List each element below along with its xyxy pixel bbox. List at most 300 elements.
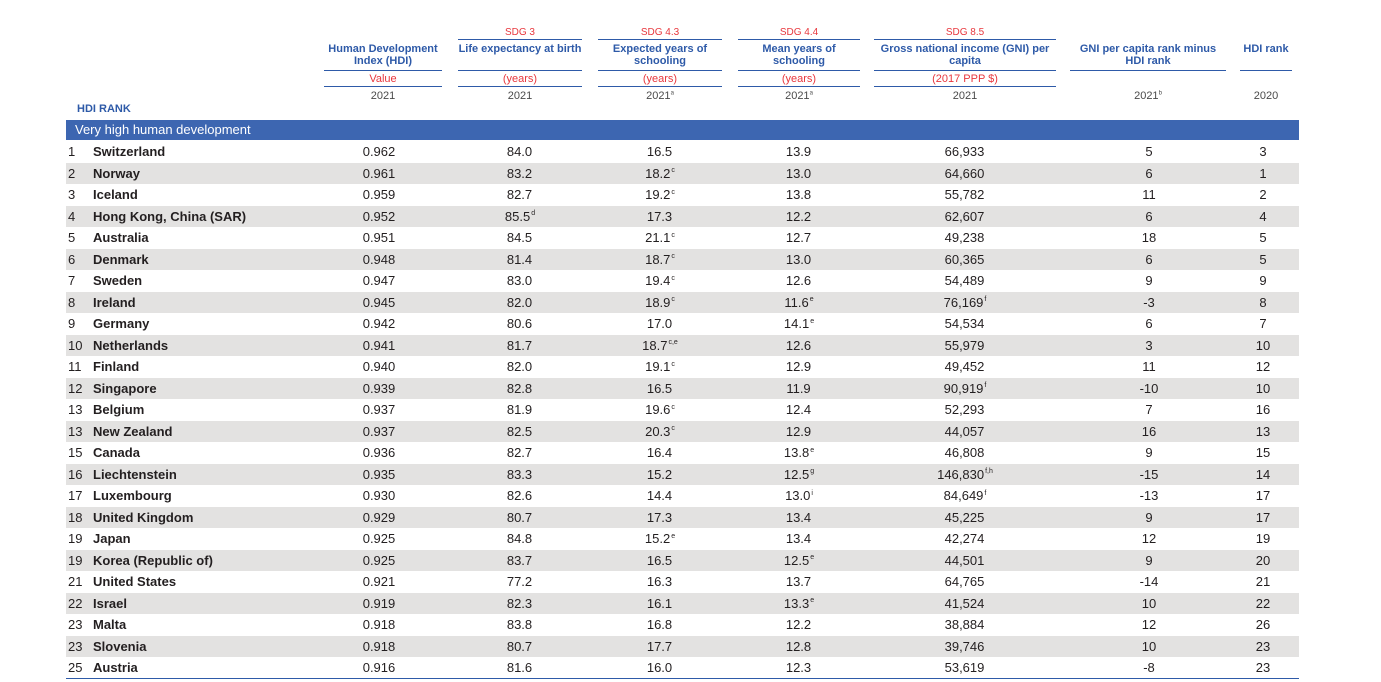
mean-cell: 14.1e (783, 316, 815, 331)
gni-cell: 60,365 (944, 251, 985, 267)
hdi-rank-cell: 4 (68, 208, 76, 224)
mean-cell: 13.9 (785, 144, 812, 159)
gni-cell: 90,919$^f$ (943, 380, 987, 396)
rank2020-cell: 8 (1259, 294, 1267, 310)
footnote-marker: f,h (985, 468, 993, 476)
expected-cell: 19.4$^c$ (645, 273, 675, 288)
mean-cell: 13.0$^i$ (785, 488, 813, 503)
expected-cell: 16.8 (646, 617, 673, 632)
mean-cell: 12.8 (785, 638, 812, 654)
mean-cell: 12.6 (785, 273, 812, 288)
hdi-cell: 0.961 (362, 165, 396, 181)
table-row (66, 378, 1299, 400)
gni-cell: 42,274 (944, 531, 985, 546)
hdi-cell: 0.959 (362, 187, 396, 202)
expected-cell: 17.3 (646, 509, 673, 525)
life-cell: 82.7 (506, 187, 533, 202)
footnote-marker: e (671, 532, 676, 540)
gni-minus-cell: -10 (1139, 380, 1159, 396)
rank2020-cell: 9 (1259, 273, 1267, 288)
gni-cell: 54,534 (944, 316, 985, 331)
expected-cell: 15.2 (646, 466, 673, 482)
expected-cell: 18.7$^{c,e}$ (642, 337, 678, 353)
expected-cell: 14.4 (646, 488, 673, 503)
hdi-rank-cell: 25 (68, 660, 83, 675)
gni-cell: 55,979 (944, 337, 985, 353)
expected-cell: 18.2$^c$ (645, 165, 675, 181)
footnote-marker: c (671, 274, 675, 282)
hdi-cell: 0.939 (362, 380, 396, 396)
column-title: HDI rank (1243, 43, 1289, 55)
gni-cell: 41,524 (944, 595, 985, 611)
column-unit: (2017 PPP $) (932, 73, 998, 85)
gni-minus-cell: -3 (1143, 294, 1155, 310)
table-row (66, 313, 1299, 335)
mean-cell: 11.6e (784, 294, 814, 310)
country-name: Austria (93, 660, 138, 675)
hdi-rank-cell: 19 (68, 552, 83, 568)
expected-cell: 20.3$^c$ (645, 423, 675, 439)
hdi-cell: 0.940 (362, 359, 396, 374)
life-cell: 83.8 (506, 617, 533, 632)
gni-cell: 84,649$^f$ (943, 488, 987, 503)
life-cell: 81.9 (506, 402, 533, 417)
hdi-cell: 0.937 (362, 423, 396, 439)
life-cell: 84.8 (506, 531, 533, 546)
hdi-cell: 0.925 (362, 531, 396, 546)
footnote-marker: e (810, 446, 815, 454)
hdi-cell: 0.935 (362, 466, 396, 482)
mean-cell: 12.9 (785, 423, 812, 439)
gni-minus-cell: 6 (1145, 251, 1153, 267)
header-hdi-rank-2020 (1240, 27, 1292, 102)
column-unit: (years) (642, 73, 678, 85)
rank2020-cell: 22 (1255, 595, 1271, 611)
table-row (66, 184, 1299, 206)
hdi-rank-cell: 12 (68, 380, 83, 396)
column-title: Gross national income (GNI) per capita (880, 43, 1050, 67)
mean-cell: 13.0 (785, 165, 812, 181)
life-cell: 82.6 (506, 488, 533, 503)
mean-cell: 13.4 (785, 531, 812, 546)
hdi-rank-cell: 13 (68, 423, 83, 439)
hdi-rank-cell: 13 (68, 402, 83, 417)
life-cell: 81.4 (506, 251, 533, 267)
gni-minus-cell: 6 (1145, 316, 1153, 331)
hdi-rank-cell: 7 (68, 273, 76, 288)
rank2020-cell: 17 (1255, 509, 1271, 525)
rank2020-cell: 7 (1259, 316, 1267, 331)
gni-minus-cell: 7 (1145, 402, 1153, 417)
expected-cell: 18.7$^c$ (645, 251, 675, 267)
table-row (66, 399, 1299, 421)
hdi-rank-cell: 3 (68, 187, 76, 202)
hdi-rank-cell: 2 (68, 165, 76, 181)
footnote-marker: e (810, 597, 815, 605)
footnote-marker: c (671, 167, 675, 175)
gni-cell: 55,782 (944, 187, 985, 202)
gni-cell: 49,452 (944, 359, 985, 374)
table-row (66, 528, 1299, 550)
expected-cell: 16.5 (646, 552, 673, 568)
table-row (66, 485, 1299, 507)
gni-minus-cell: 16 (1141, 423, 1157, 439)
country-name: Norway (93, 165, 140, 181)
rank2020-cell: 23 (1255, 638, 1271, 654)
life-cell: 80.7 (506, 509, 533, 525)
gni-cell: 76,169$^f$ (943, 294, 987, 310)
expected-cell: 16.4 (646, 445, 673, 460)
mean-cell: 12.5$^g$ (783, 466, 815, 482)
sdg-label: SDG 4.4 (779, 27, 819, 38)
hdi-cell: 0.936 (362, 445, 396, 460)
rank2020-cell: 12 (1255, 359, 1271, 374)
life-cell: 83.7 (506, 552, 533, 568)
hdi-rank-cell: 6 (68, 251, 76, 267)
country-name: Switzerland (93, 144, 166, 159)
life-cell: 85.5$^d$ (504, 208, 536, 224)
table-row (66, 292, 1299, 314)
rank2020-cell: 10 (1255, 337, 1271, 353)
mean-cell: 12.3 (785, 660, 812, 675)
hdi-cell: 0.916 (362, 660, 396, 675)
table-row (66, 507, 1299, 529)
table-row (66, 206, 1299, 228)
country-name: Netherlands (93, 337, 169, 353)
footnote-marker: e (810, 317, 815, 325)
mean-cell: 13.7 (785, 574, 812, 589)
expected-cell: 16.0 (646, 660, 673, 675)
mean-cell: 12.9 (785, 359, 812, 374)
column-year: 2021 (507, 90, 533, 102)
country-name: Japan (93, 531, 131, 546)
header-gni-minus-hdi-rank (1070, 27, 1226, 102)
hdi-cell: 0.962 (362, 144, 396, 159)
rank2020-cell: 16 (1255, 402, 1271, 417)
column-year: 2021$^b$ (1134, 90, 1162, 102)
gni-minus-cell: 9 (1145, 509, 1153, 525)
hdi-cell: 0.937 (362, 402, 396, 417)
table-row (66, 141, 1299, 163)
gni-minus-cell: 6 (1145, 165, 1153, 181)
column-unit: Value (369, 73, 397, 85)
gni-cell: 53,619 (944, 660, 985, 675)
rank2020-cell: 5 (1259, 251, 1267, 267)
country-name: Malta (93, 617, 127, 632)
footnote-marker: c (671, 425, 675, 433)
gni-cell: 64,660 (944, 165, 985, 181)
mean-cell: 13.8e (783, 445, 815, 460)
rank2020-cell: 5 (1259, 230, 1267, 245)
country-name: Hong Kong, China (SAR) (93, 208, 247, 224)
gni-minus-cell: 6 (1145, 208, 1153, 224)
mean-cell: 13.0 (785, 251, 812, 267)
table-row (66, 593, 1299, 615)
rank2020-cell: 15 (1255, 445, 1271, 460)
expected-cell: 16.5 (646, 380, 673, 396)
table-row (66, 335, 1299, 357)
rank2020-cell: 3 (1259, 144, 1267, 159)
hdi-cell: 0.941 (362, 337, 396, 353)
footnote-marker: c (671, 296, 675, 304)
rank2020-cell: 26 (1255, 617, 1271, 632)
table-row (66, 270, 1299, 292)
expected-cell: 18.9$^c$ (645, 294, 675, 310)
gni-cell: 62,607 (944, 208, 985, 224)
rank2020-cell: 13 (1255, 423, 1271, 439)
footnote-marker: d (531, 210, 536, 218)
gni-cell: 66,933 (944, 144, 985, 159)
life-cell: 83.0 (506, 273, 533, 288)
hdi-rank-cell: 11 (68, 359, 82, 374)
expected-cell: 16.1 (646, 595, 673, 611)
table-row (66, 550, 1299, 572)
footnote-marker: f (984, 382, 987, 390)
gni-minus-cell: 3 (1145, 337, 1153, 353)
hdi-rank-cell: 8 (68, 294, 76, 310)
column-year: 2020 (1253, 90, 1279, 102)
hdi-cell: 0.925 (362, 552, 396, 568)
hdi-cell: 0.918 (362, 638, 396, 654)
gni-minus-cell: 12 (1141, 531, 1157, 546)
hdi-rank-cell: 5 (68, 230, 76, 245)
table-row (66, 657, 1299, 679)
country-name: Ireland (93, 294, 136, 310)
footnote-marker: c (671, 403, 675, 411)
mean-cell: 12.5e (783, 552, 815, 568)
hdi-rank-cell: 23 (68, 617, 83, 632)
country-name: Australia (93, 230, 149, 245)
country-name: Singapore (93, 380, 157, 396)
table-row (66, 356, 1299, 378)
life-cell: 82.5 (506, 423, 533, 439)
footnote-marker: f (984, 296, 987, 304)
sdg-label: SDG 3 (504, 27, 535, 38)
column-title: GNI per capita rank minus HDI rank (1079, 43, 1217, 67)
country-name: Denmark (93, 251, 149, 267)
footnote-marker: g (810, 468, 815, 476)
hdi-cell: 0.952 (362, 208, 396, 224)
column-year: 2021$^a$ (646, 90, 674, 102)
mean-cell: 12.7 (785, 230, 812, 245)
table-row (66, 227, 1299, 249)
life-cell: 82.7 (506, 445, 533, 460)
gni-cell: 49,238 (944, 230, 985, 245)
gni-minus-cell: -8 (1143, 660, 1155, 675)
expected-cell: 19.6$^c$ (645, 402, 675, 417)
expected-cell: 16.3 (646, 574, 673, 589)
sdg-label (1240, 27, 1292, 38)
life-cell: 83.2 (506, 165, 533, 181)
life-cell: 81.6 (506, 660, 533, 675)
country-name: Luxembourg (93, 488, 172, 503)
column-unit: (years) (502, 73, 538, 85)
group-band: Very high human development (66, 120, 1299, 140)
column-unit: (years) (781, 73, 817, 85)
hdi-rank-cell: 9 (68, 316, 76, 331)
hdi-rank-label: HDI RANK (77, 103, 131, 115)
rank2020-cell: 10 (1255, 380, 1271, 396)
table-row (66, 249, 1299, 271)
hdi-rank-cell: 18 (68, 509, 83, 525)
rank2020-cell: 19 (1255, 531, 1271, 546)
country-name: Sweden (93, 273, 143, 288)
column-title: Mean years of schooling (762, 43, 836, 67)
sdg-label: SDG 8.5 (945, 27, 985, 38)
rank2020-cell: 20 (1255, 552, 1271, 568)
gni-minus-cell: -15 (1139, 466, 1159, 482)
country-name: Israel (93, 595, 127, 611)
footnote-marker: c (671, 231, 675, 239)
mean-cell: 12.6 (785, 337, 812, 353)
table-row (66, 163, 1299, 185)
country-name: Germany (93, 316, 150, 331)
gni-minus-cell: 12 (1141, 617, 1157, 632)
gni-minus-cell: 9 (1145, 445, 1153, 460)
life-cell: 82.3 (506, 595, 533, 611)
table-body (66, 141, 1299, 679)
expected-cell: 17.7 (646, 638, 673, 654)
header-gni-per-capita (874, 27, 1056, 102)
hdi-cell: 0.945 (362, 294, 396, 310)
footnote-marker: c (671, 253, 675, 261)
country-name: New Zealand (93, 423, 173, 439)
column-year: 2021 (952, 90, 978, 102)
footnote-marker: e (809, 296, 814, 304)
footnote-marker: i (811, 489, 813, 497)
table-row (66, 442, 1299, 464)
life-cell: 84.0 (506, 144, 533, 159)
hdi-rank-cell: 17 (68, 488, 83, 503)
table-row (66, 614, 1299, 636)
mean-cell: 13.8 (785, 187, 812, 202)
mean-cell: 12.4 (785, 402, 812, 417)
sdg-label: SDG 4.3 (640, 27, 680, 38)
column-title: Expected years of schooling (612, 43, 708, 67)
column-title: Life expectancy at birth (458, 43, 582, 55)
hdi-rank-cell: 22 (68, 595, 83, 611)
gni-cell: 52,293 (944, 402, 985, 417)
expected-cell: 17.3 (646, 208, 673, 224)
gni-minus-cell: 9 (1145, 273, 1153, 288)
expected-cell: 19.2$^c$ (645, 187, 675, 202)
bottom-rule (66, 678, 1299, 679)
life-cell: 82.0 (506, 294, 533, 310)
column-year: 2021 (370, 90, 396, 102)
expected-cell: 21.1$^c$ (645, 230, 675, 245)
gni-cell: 38,884 (944, 617, 985, 632)
column-unit (1240, 71, 1292, 86)
footnote-marker: c (671, 188, 675, 196)
hdi-cell: 0.930 (362, 488, 396, 503)
gni-minus-cell: -13 (1139, 488, 1159, 503)
mean-cell: 13.4 (785, 509, 812, 525)
country-name: Korea (Republic of) (93, 552, 213, 568)
table-row (66, 571, 1299, 593)
gni-minus-cell: 5 (1145, 144, 1153, 159)
rank2020-cell: 14 (1255, 466, 1271, 482)
gni-cell: 44,501 (944, 552, 985, 568)
gni-cell: 64,765 (944, 574, 985, 589)
hdi-rank-cell: 19 (68, 531, 83, 546)
hdi-cell: 0.947 (362, 273, 396, 288)
gni-minus-cell: 11 (1142, 359, 1156, 374)
hdi-rank-cell: 16 (68, 466, 83, 482)
gni-minus-cell: 10 (1141, 638, 1157, 654)
hdi-cell: 0.951 (362, 230, 396, 245)
expected-cell: 15.2e (644, 531, 676, 546)
header-mean-schooling (738, 27, 860, 102)
expected-cell: 19.1$^c$ (645, 359, 675, 374)
hdi-rank-cell: 21 (68, 574, 83, 589)
life-cell: 84.5 (506, 230, 533, 245)
hdi-rank-cell: 23 (68, 638, 83, 654)
country-name: United States (93, 574, 177, 589)
hdi-cell: 0.948 (362, 251, 396, 267)
country-name: Canada (93, 445, 140, 460)
gni-minus-cell: 18 (1141, 230, 1157, 245)
footnote-marker: e (810, 554, 815, 562)
gni-minus-cell: -14 (1139, 574, 1159, 589)
country-name: Belgium (93, 402, 145, 417)
table-row (66, 636, 1299, 658)
life-cell: 80.6 (506, 316, 533, 331)
gni-minus-cell: 11 (1142, 187, 1156, 202)
mean-cell: 12.2 (785, 617, 812, 632)
gni-cell: 54,489 (944, 273, 985, 288)
header-expected-schooling (598, 27, 722, 102)
life-cell: 77.2 (506, 574, 533, 589)
hdi-rank-cell: 10 (68, 337, 83, 353)
country-name: United Kingdom (93, 509, 194, 525)
gni-cell: 146,830$^{f,h}$ (937, 466, 993, 482)
table-row (66, 421, 1299, 443)
gni-cell: 39,746 (944, 638, 985, 654)
hdi-cell: 0.919 (362, 595, 396, 611)
table-row (66, 464, 1299, 486)
sdg-label (324, 27, 442, 38)
life-cell: 83.3 (506, 466, 533, 482)
country-name: Finland (93, 359, 140, 374)
country-name: Slovenia (93, 638, 147, 654)
hdi-cell: 0.921 (362, 574, 396, 589)
column-title: Human Development Index (HDI) (328, 43, 438, 67)
header-hdi (324, 27, 442, 102)
country-name: Iceland (93, 187, 138, 202)
rank2020-cell: 1 (1259, 165, 1267, 181)
footnote-marker: c (671, 360, 675, 368)
rank2020-cell: 2 (1259, 187, 1267, 202)
expected-cell: 16.5 (646, 144, 673, 159)
gni-cell: 44,057 (944, 423, 985, 439)
life-cell: 82.8 (506, 380, 533, 396)
gni-minus-cell: 9 (1145, 552, 1153, 568)
column-year: 2021$^a$ (785, 90, 813, 102)
rank2020-cell: 23 (1255, 660, 1271, 675)
footnote-marker: c,e (668, 339, 678, 347)
mean-cell: 11.9 (786, 380, 811, 396)
hdi-cell: 0.942 (362, 316, 396, 331)
hdi-rank-cell: 1 (68, 144, 76, 159)
life-cell: 82.0 (506, 359, 533, 374)
country-name: Liechtenstein (93, 466, 177, 482)
rank2020-cell: 21 (1255, 574, 1271, 589)
header-life-expectancy (458, 27, 582, 102)
life-cell: 80.7 (506, 638, 533, 654)
hdi-rank-cell: 15 (68, 445, 83, 460)
rank2020-cell: 4 (1259, 208, 1267, 224)
expected-cell: 17.0 (646, 316, 673, 331)
